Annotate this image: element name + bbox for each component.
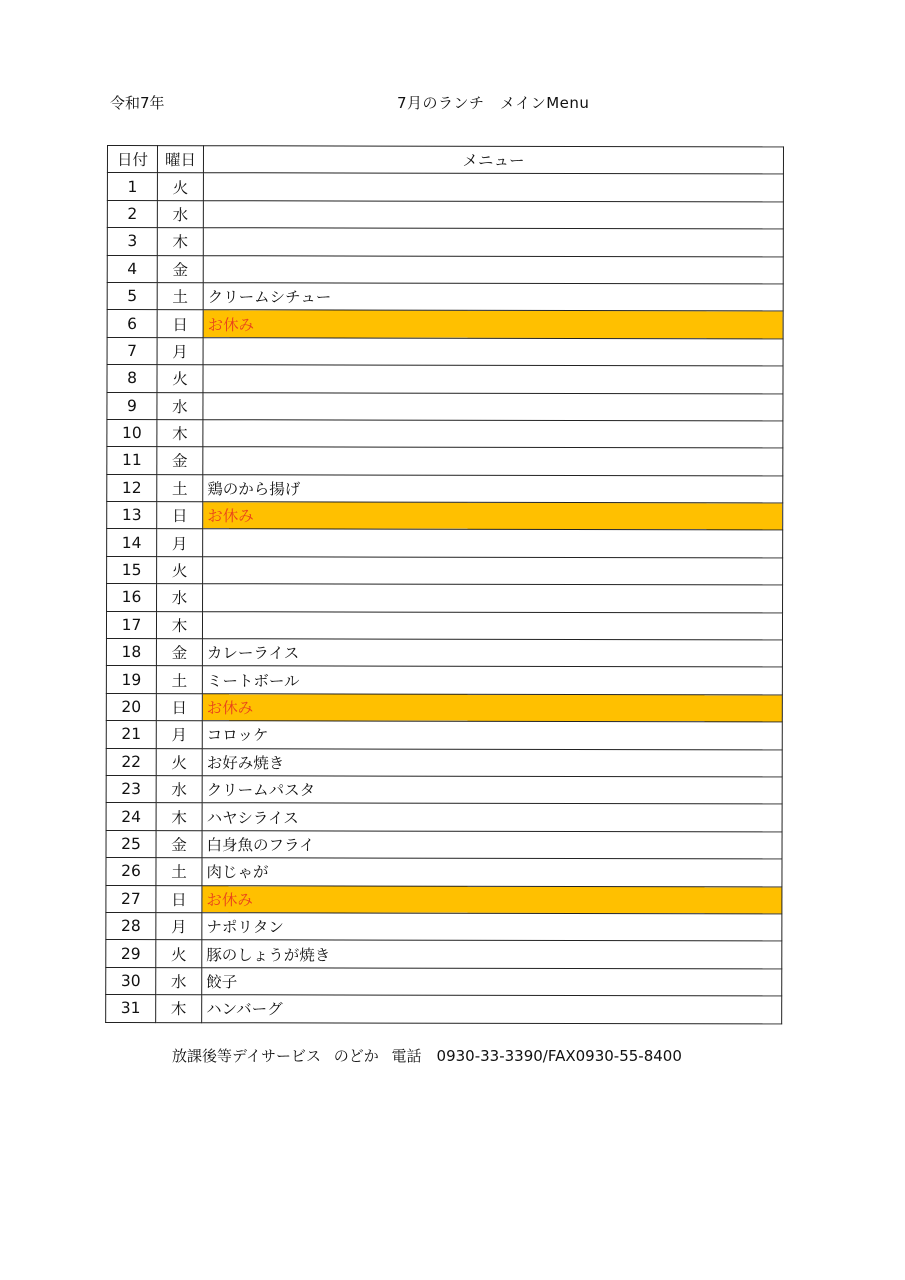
weekday-cell: 火 [156,748,202,775]
weekday-cell: 水 [157,584,203,611]
table-row [106,639,782,668]
table-row [107,282,783,311]
weekday-cell: 火 [156,940,202,967]
date-cell: 18 [106,639,156,666]
date-cell: 15 [107,556,157,583]
menu-cell: ハヤシライス [202,803,782,832]
table-row [107,392,783,421]
date-cell: 3 [107,228,157,255]
date-cell: 16 [107,584,157,611]
date-cell: 11 [107,447,157,474]
table-row [107,173,783,202]
menu-cell: カレーライス [202,639,782,668]
menu-cell [203,228,783,257]
menu-cell: クリームパスタ [202,776,782,805]
date-cell: 17 [106,611,156,638]
table-row [106,611,782,640]
weekday-cell: 木 [156,611,202,638]
menu-cell: 餃子 [202,967,782,996]
footer-org: 放課後等デイサービス [172,1047,321,1065]
page-title: 7月のランチ メインMenu [397,94,590,112]
table-row [107,474,783,503]
menu-cell [203,392,783,421]
weekday-cell: 日 [157,502,203,529]
weekday-cell: 月 [156,913,202,940]
weekday-cell: 金 [156,639,202,666]
table-row [107,200,783,229]
weekday-cell: 日 [156,693,202,720]
weekday-cell: 木 [156,995,202,1022]
table-row [107,255,783,284]
weekday-cell: 火 [157,173,203,200]
weekday-cell: 月 [157,337,203,364]
menu-cell: 肉じゃが [202,858,782,887]
table-row [107,584,783,613]
weekday-cell: 木 [157,420,203,447]
weekday-cell: 月 [156,721,202,748]
table-row [106,967,782,996]
date-cell: 27 [106,885,156,912]
menu-cell [203,584,783,613]
menu-cell: コロッケ [202,721,782,750]
weekday-cell: 月 [157,529,203,556]
date-cell: 9 [107,392,157,419]
date-cell: 19 [106,666,156,693]
menu-column-header: メニュー [203,146,783,175]
table-row [107,447,783,476]
weekday-cell: 水 [156,967,202,994]
date-cell: 26 [106,858,156,885]
table-row [106,858,782,887]
table-row [106,803,782,832]
date-cell: 25 [106,830,156,857]
weekday-cell: 金 [157,255,203,282]
footer [172,1045,690,1066]
weekday-cell: 水 [156,776,202,803]
table-row [106,666,782,695]
weekday-cell: 土 [156,858,202,885]
menu-cell [203,365,783,394]
footer-name: のどか [333,1047,379,1065]
weekday-cell: 水 [157,392,203,419]
table-row [106,775,782,804]
table-row [107,502,783,531]
holiday-menu-cell: お休み [202,885,782,914]
menu-cell: 鶏のから揚げ [203,474,783,503]
weekday-cell: 土 [157,474,203,501]
menu-cell [203,529,783,558]
weekday-cell: 火 [157,365,203,392]
date-cell: 21 [106,721,156,748]
era-year: 令和7年 [110,94,165,112]
table-row [106,693,782,722]
date-cell: 22 [106,748,156,775]
menu-cell [203,420,783,449]
date-cell: 29 [106,940,156,967]
weekday-cell: 土 [157,283,203,310]
table-row [106,748,782,777]
date-cell: 31 [106,995,156,1022]
date-cell: 10 [107,419,157,446]
date-cell: 20 [106,693,156,720]
table-row [107,228,783,257]
menu-cell: クリームシチュー [203,283,783,312]
weekday-cell: 火 [157,556,203,583]
table-row [107,365,783,394]
menu-cell: ハンバーグ [202,995,782,1024]
menu-cell [203,255,783,284]
date-cell: 28 [106,912,156,939]
date-cell: 7 [107,337,157,364]
table-body [106,173,784,1024]
menu-cell: ナポリタン [202,913,782,942]
holiday-menu-cell: お休み [203,502,783,531]
lunch-menu-table [105,145,784,1024]
weekday-cell: 土 [156,666,202,693]
menu-cell [203,200,783,229]
date-cell: 6 [107,310,157,337]
day-column-header: 曜日 [157,146,203,173]
weekday-cell: 木 [157,228,203,255]
date-cell: 5 [107,282,157,309]
table-row [107,529,783,558]
table-row [106,885,782,914]
menu-cell [202,611,782,640]
weekday-cell: 金 [157,447,203,474]
table-row [106,912,782,941]
holiday-menu-cell: お休み [202,694,782,723]
table-row [107,556,783,585]
date-column-header: 日付 [107,146,157,173]
holiday-menu-cell: お休み [203,310,783,339]
date-cell: 8 [107,365,157,392]
table-row [107,419,783,448]
date-cell: 2 [107,200,157,227]
weekday-cell: 水 [157,200,203,227]
table-row [107,310,783,339]
weekday-cell: 木 [156,803,202,830]
table-row [106,940,782,969]
menu-cell [203,173,783,202]
menu-cell [203,557,783,586]
menu-cell: お好み焼き [202,748,782,777]
date-cell: 4 [107,255,157,282]
menu-cell [203,337,783,366]
date-cell: 13 [107,502,157,529]
table-row [107,337,783,366]
table-row [106,995,782,1024]
menu-cell [203,447,783,476]
footer-contact: 電話 0930-33-3390/FAX0930-55-8400 [391,1047,682,1065]
date-cell: 23 [106,775,156,802]
table-row [106,830,782,859]
menu-cell: 白身魚のフライ [202,830,782,859]
weekday-cell: 日 [157,310,203,337]
menu-cell: ミートボール [202,666,782,695]
date-cell: 1 [107,173,157,200]
date-cell: 30 [106,967,156,994]
menu-cell: 豚のしょうが焼き [202,940,782,969]
weekday-cell: 金 [156,830,202,857]
weekday-cell: 日 [156,885,202,912]
table-row [106,721,782,750]
date-cell: 24 [106,803,156,830]
date-cell: 12 [107,474,157,501]
table-header-row [107,146,783,175]
date-cell: 14 [107,529,157,556]
